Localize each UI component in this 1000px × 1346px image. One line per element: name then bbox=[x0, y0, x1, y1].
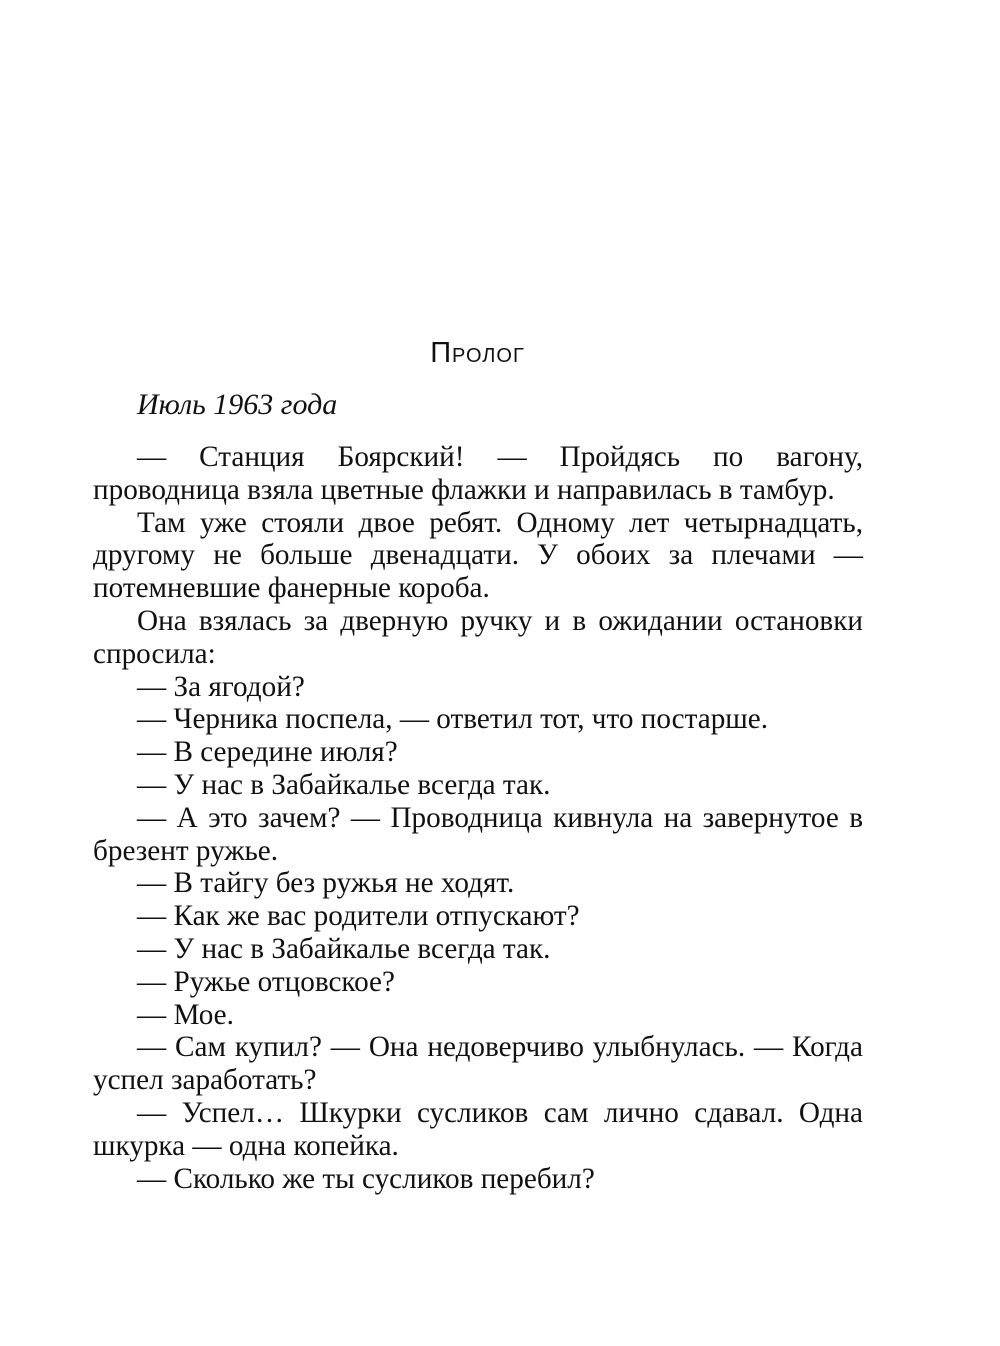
chapter-date: Июль 1963 года bbox=[137, 388, 338, 421]
paragraph: — У нас в Забайкалье всегда так. bbox=[137, 932, 551, 965]
paragraph: Там уже стояли двое ребят. Одному лет четырнадцать, другому не больше двенадцати. У обоих за плечами — потемневшие фанерные короба. bbox=[93, 506, 863, 605]
paragraph: — А это зачем? — Проводница кивнула на завернутое в брезент ружье. bbox=[93, 801, 863, 867]
paragraph: — Сколько же ты сусликов перебил? bbox=[137, 1162, 595, 1195]
chapter-title: Пролог bbox=[430, 337, 525, 369]
paragraph: — В тайгу без ружья не ходят. bbox=[137, 867, 515, 900]
paragraph: — Мое. bbox=[137, 998, 234, 1031]
body-text bbox=[93, 441, 863, 1195]
paragraph: — Станция Боярский! — Пройдясь по вагону, проводница взяла цветные флажки и направилась в тамбур. bbox=[93, 441, 863, 506]
paragraph: Она взялась за дверную ручку и в ожидании остановки спросила: bbox=[93, 604, 863, 670]
paragraph: — У нас в Забайкалье всегда так. bbox=[137, 768, 551, 801]
paragraph: — Сам купил? — Она недоверчиво улыбнулась. — Когда успел заработать? bbox=[93, 1031, 863, 1097]
paragraph: — За ягодой? bbox=[137, 670, 305, 703]
paragraph: — В середине июля? bbox=[137, 736, 398, 769]
paragraph: — Черника поспела, — ответил тот, что постарше. bbox=[137, 703, 769, 736]
paragraph: — Успел… Шкурки сусликов сам лично сдавал. Одна шкурка — одна копейка. bbox=[93, 1096, 863, 1162]
paragraph: — Как же вас родители отпускают? bbox=[137, 900, 580, 933]
paragraph: — Ружье отцовское? bbox=[137, 965, 395, 998]
